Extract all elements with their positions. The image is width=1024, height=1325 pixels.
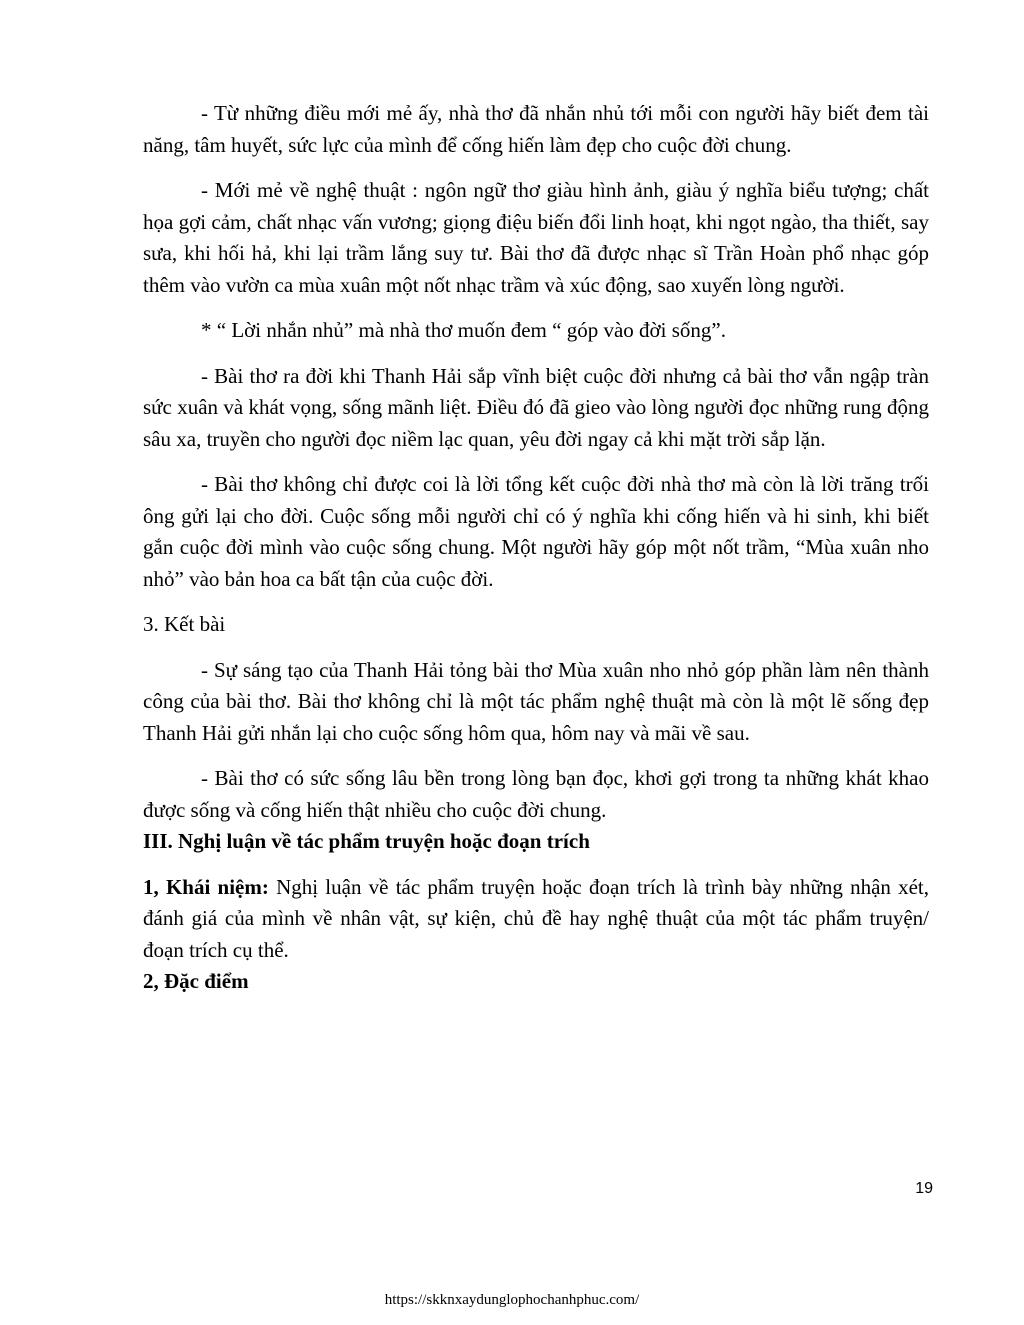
footer-url: https://skknxaydunglophochanhphuc.com/ [384, 1292, 640, 1308]
paragraph-new-message: - Từ những điều mới mẻ ấy, nhà thơ đã nhắn nhủ tới mỗi con người hãy biết đem tài năng, tâm huyết, sức lực của mình để cống hiến làm đẹp cho cuộc đời chung. [143, 101, 929, 157]
page-content [143, 98, 929, 998]
section-heading-iii: III. Nghị luận về tác phẩm truyện hoặc đoạn trích [143, 829, 590, 853]
paragraph-message-heading: * “ Lời nhắn nhủ” mà nhà thơ muốn đem “ góp vào đời sống”. [201, 318, 726, 342]
paragraph-creativity: - Sự sáng tạo của Thanh Hải tỏng bài thơ Mùa xuân nho nhỏ góp phần làm nên thành công của bài thơ. Bài thơ không chỉ là một tác phẩm nghệ thuật mà còn là một lẽ sống đẹp Thanh Hải gửi nhắn lại cho cuộc sống hôm qua, hôm nay và mãi về sau. [143, 657, 929, 745]
definition-text: Nghị luận về tác phẩm truyện hoặc đoạn trích là trình bày những nhận xét, đánh giá của mình về nhân vật, sự kiện, chủ đề hay nghệ thuật của một tác phẩm truyện/ đoạn trích cụ thể. [143, 874, 930, 962]
definition-label: 1, Khái niệm: [143, 874, 269, 899]
paragraph-lasting-life: - Bài thơ có sức sống lâu bền trong lòng bạn đọc, khơi gợi trong ta những khát khao được sống và cống hiến thật nhiều cho cuộc đời chung. [143, 766, 929, 822]
paragraph-definition [143, 872, 929, 967]
paragraph-poem-summary: - Bài thơ không chỉ được coi là lời tổng kết cuộc đời nhà thơ mà còn là lời trăng trối ông gửi lại cho đời. Cuộc sống mỗi người chỉ có ý nghĩa khi cống hiến và hi sinh, khi biết gắn cuộc đời mình vào cuộc sống chung. Một người hãy góp một nốt trầm, “Mùa xuân nho nhỏ” vào bản hoa ca bất tận của cuộc đời. [143, 472, 929, 591]
section-heading-characteristics: 2, Đặc điểm [143, 969, 249, 993]
page-number: 19 [915, 1180, 933, 1197]
paragraph-art-novelty: - Mới mẻ về nghệ thuật : ngôn ngữ thơ giàu hình ảnh, giàu ý nghĩa biểu tượng; chất họa gợi cảm, chất nhạc vấn vương; giọng điệu biến đổi linh hoạt, khi ngọt ngào, tha thiết, say sưa, khi hối hả, khi lại trầm lắng suy tư. Bài thơ đã được nhạc sĩ Trần Hoàn phổ nhạc góp thêm vào vườn ca mùa xuân một nốt nhạc trầm và xúc động, sao xuyến lòng người. [143, 178, 929, 297]
section-conclusion-title: 3. Kết bài [143, 612, 226, 636]
paragraph-poem-birth: - Bài thơ ra đời khi Thanh Hải sắp vĩnh biệt cuộc đời nhưng cả bài thơ vẫn ngập tràn sức xuân và khát vọng, sống mãnh liệt. Điều đó đã gieo vào lòng người đọc những rung động sâu xa, truyền cho người đọc niềm lạc quan, yêu đời ngay cả khi mặt trời sắp lặn. [143, 363, 929, 451]
